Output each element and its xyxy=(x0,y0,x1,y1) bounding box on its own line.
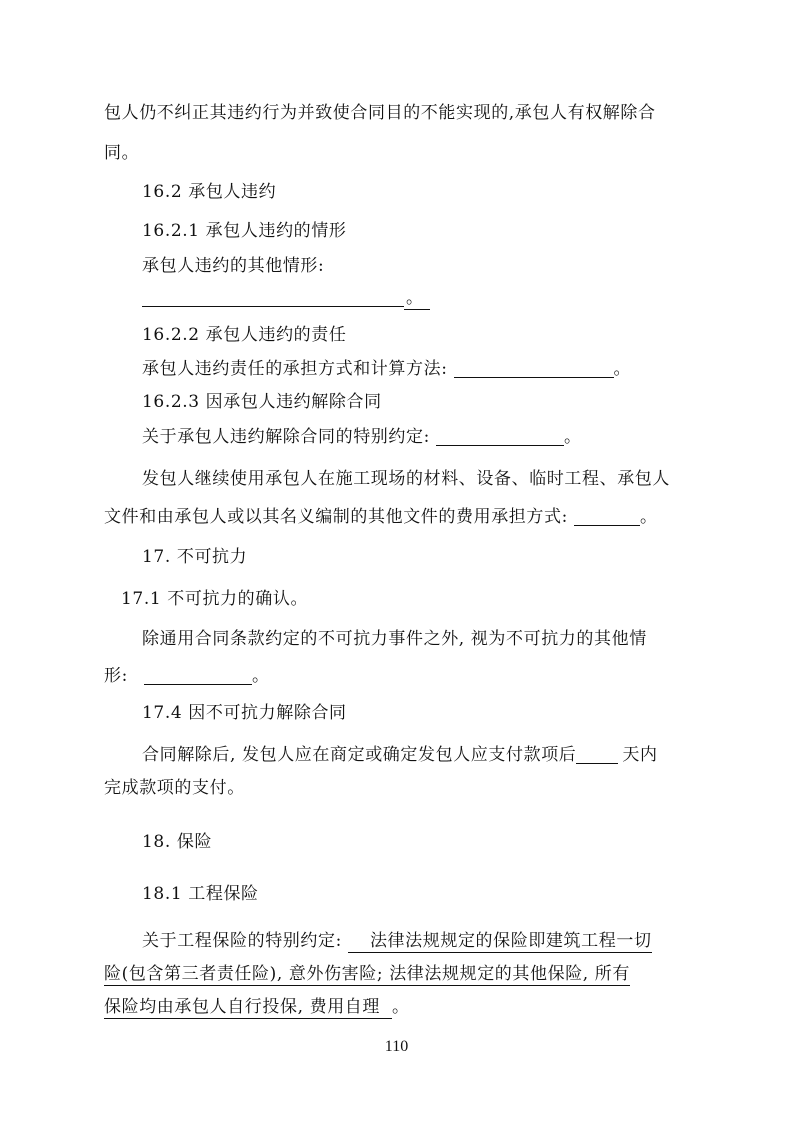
fill-label: 承包人违约责任的承担方式和计算方法: xyxy=(142,359,448,379)
filled-value-line: 险(包含第三者责任险), 意外伤害险; 法律法规规定的其他保险, 所有 xyxy=(104,964,631,984)
paragraph-line: 包人仍不纠正其违约行为并致使合同目的不能实现的,承包人有权解除合 xyxy=(104,103,656,123)
fill-label: 文件和由承包人或以其名义编制的其他文件的费用承担方式: xyxy=(104,507,568,527)
fill-blank[interactable] xyxy=(436,427,564,446)
fill-label: 关于工程保险的特别约定: xyxy=(142,931,342,951)
section-heading: 16.2 承包人违约 xyxy=(142,182,277,202)
paragraph-line: 发包人继续使用承包人在施工现场的材料、设备、临时工程、承包人 xyxy=(142,469,670,489)
filled-value-line: 保险均由承包人自行投保, 费用自理 。 xyxy=(104,997,410,1017)
fill-blank[interactable] xyxy=(576,745,618,764)
fill-in-line: 文件和由承包人或以其名义编制的其他文件的费用承担方式: 。 xyxy=(104,507,658,527)
fill-in-line: 关于承包人违约解除合同的特别约定: 。 xyxy=(142,427,582,447)
fill-in-line: 合同解除后, 发包人应在商定或确定发包人应支付款项后 天内 xyxy=(142,745,658,765)
subsection-heading: 16.2.3 因承包人违约解除合同 xyxy=(142,392,382,412)
fill-blank[interactable] xyxy=(142,288,404,307)
fill-in-line xyxy=(142,929,652,953)
fill-blank[interactable] xyxy=(454,359,614,378)
section-heading: 17. 不可抗力 xyxy=(142,547,248,567)
fill-blank[interactable] xyxy=(144,666,252,685)
subsection-heading: 16.2.2 承包人违约的责任 xyxy=(142,325,347,345)
subsection-heading: 17.4 因不可抗力解除合同 xyxy=(142,703,347,723)
page-number: 110 xyxy=(384,1038,409,1055)
fill-label: 关于承包人违约解除合同的特别约定: xyxy=(142,427,430,447)
fill-label: 形: xyxy=(104,666,128,686)
paragraph-line: 承包人违约的其他情形: xyxy=(142,256,325,276)
paragraph-line: 同。 xyxy=(104,143,140,163)
filled-value: 法律法规规定的保险即建筑工程一切 xyxy=(348,931,652,953)
fill-in-line: 。 xyxy=(142,286,430,310)
subsection-heading: 16.2.1 承包人违约的情形 xyxy=(142,221,347,241)
subsection-heading: 18.1 工程保险 xyxy=(142,884,259,904)
fill-label: 合同解除后, 发包人应在商定或确定发包人应支付款项后 xyxy=(142,745,577,765)
fill-in-line: 形: 。 xyxy=(104,666,270,686)
subsection-heading: 17.1 不可抗力的确认。 xyxy=(121,589,309,609)
section-heading: 18. 保险 xyxy=(142,832,213,852)
fill-blank[interactable] xyxy=(574,507,640,526)
paragraph-line: 除通用合同条款约定的不可抗力事件之外, 视为不可抗力的其他情 xyxy=(142,629,647,649)
fill-in-line: 承包人违约责任的承担方式和计算方法: 。 xyxy=(142,359,632,379)
paragraph-line: 完成款项的支付。 xyxy=(104,778,245,798)
